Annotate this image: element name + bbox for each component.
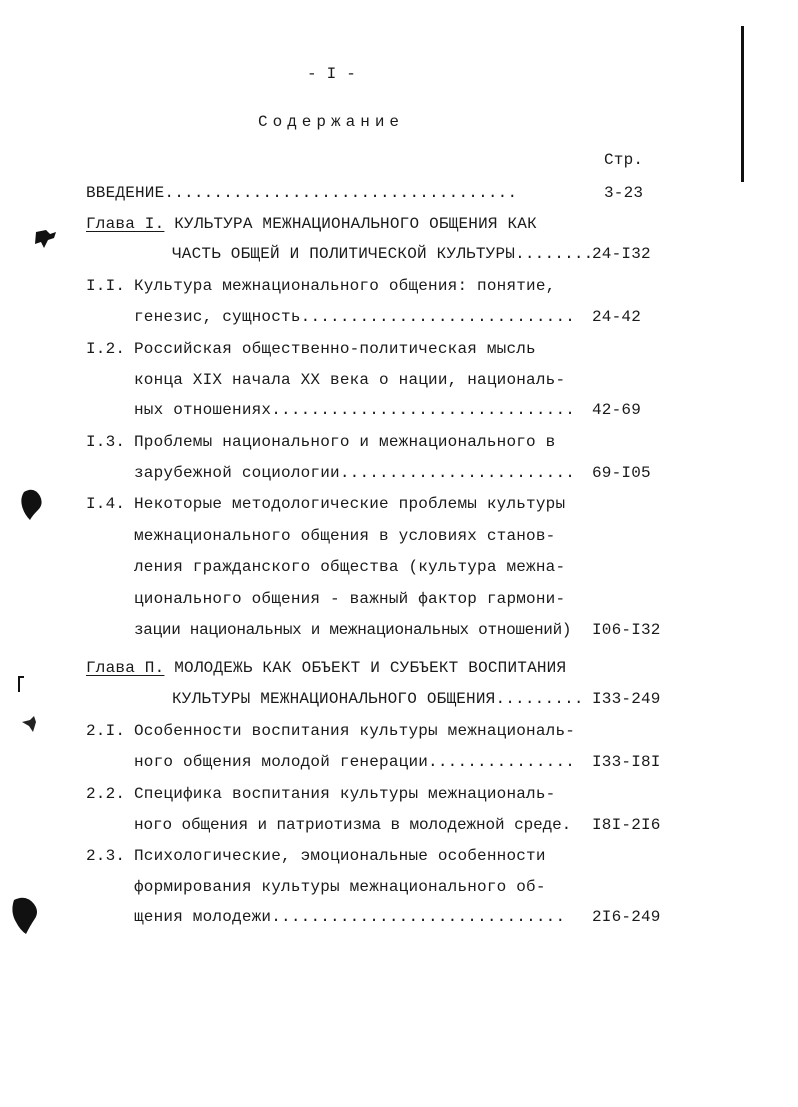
toc-entry-line: Специфика воспитания культуры межнациональ- <box>134 785 556 803</box>
toc-entry-line: Культура межнационального общения: понятие, <box>134 277 556 295</box>
toc-page-range: 3-23 <box>604 184 644 202</box>
ink-blot <box>22 716 36 732</box>
toc-entry-line: генезис, сущность............................ <box>134 308 576 326</box>
ink-blot <box>18 676 24 692</box>
toc-section-number: I.2. <box>86 340 126 358</box>
toc-section-number: I.3. <box>86 433 126 451</box>
toc-entry-line: Российская общественно-политическая мысль <box>134 340 536 358</box>
toc-entry-line: конца XIX начала XX века о нации, националь- <box>134 371 566 389</box>
toc-entry-line: формирования культуры межнационального об- <box>134 878 546 896</box>
toc-page-range: 69-I05 <box>592 464 651 482</box>
ink-blot <box>35 230 56 248</box>
toc-entry-line: Особенности воспитания культуры межнациональ- <box>134 722 576 740</box>
chapter-label: Глава I. <box>86 215 165 233</box>
toc-page-range: I33-I8I <box>592 753 661 771</box>
ink-blot <box>12 898 37 934</box>
toc-entry-line: Проблемы национального и межнационального в <box>134 433 556 451</box>
chapter-label: Глава П. <box>86 659 165 677</box>
toc-section-number: I.4. <box>86 495 126 513</box>
toc-page-range: I06-I32 <box>592 621 661 639</box>
toc-section-number: 2.3. <box>86 847 126 865</box>
toc-entry-line: КУЛЬТУРЫ МЕЖНАЦИОНАЛЬНОГО ОБЩЕНИЯ......... <box>172 690 584 708</box>
toc-entry-line: Психологические, эмоциональные особенности <box>134 847 546 865</box>
toc-entry-line: ных отношениях............................... <box>134 401 576 419</box>
toc-page-range: 24-I32 <box>592 245 651 263</box>
toc-entry-line: щения молодежи.............................. <box>134 908 566 926</box>
toc-entry-line: ного общения молодой генерации............... <box>134 753 576 771</box>
toc-entry-line: зарубежной социологии........................ <box>134 464 576 482</box>
toc-chapter-heading: Глава I. КУЛЬТУРА МЕЖНАЦИОНАЛЬНОГО ОБЩЕНИЯ КАК <box>86 215 537 233</box>
page-column-header: Стр. <box>604 151 644 169</box>
toc-page-range: I8I-2I6 <box>592 816 661 834</box>
toc-page-range: 24-42 <box>592 308 642 326</box>
toc-section-number: 2.I. <box>86 722 126 740</box>
toc-page-range: 2I6-249 <box>592 908 661 926</box>
ink-blot <box>21 490 41 520</box>
toc-entry-line: зации национальных и межнациональных отношений) <box>134 621 572 639</box>
toc-entry-line: межнационального общения в условиях станов- <box>134 527 556 545</box>
toc-entry-line: ного общения и патриотизма в молодежной среде. <box>134 816 572 834</box>
toc-entry-line: Некоторые методологические проблемы культуры <box>134 495 566 513</box>
toc-entry-line: ционального общения - важный фактор гармони- <box>134 590 566 608</box>
toc-entry-line: ления гражданского общества (культура межна- <box>134 558 566 576</box>
toc-entry-line: ЧАСТЬ ОБЩЕЙ И ПОЛИТИЧЕСКОЙ КУЛЬТУРЫ........ <box>172 245 594 263</box>
toc-section-number: I.I. <box>86 277 126 295</box>
page-number: - I - <box>307 65 357 83</box>
toc-chapter-heading: Глава П. МОЛОДЕЖЬ КАК ОБЪЕКТ И СУБЪЕКТ ВОСПИТАНИЯ <box>86 659 567 677</box>
toc-page-range: I33-249 <box>592 690 661 708</box>
page-title: Содержание <box>258 113 405 131</box>
toc-page-range: 42-69 <box>592 401 642 419</box>
toc-section-number: 2.2. <box>86 785 126 803</box>
toc-entry-introduction: ВВЕДЕНИЕ.................................... <box>86 184 518 202</box>
